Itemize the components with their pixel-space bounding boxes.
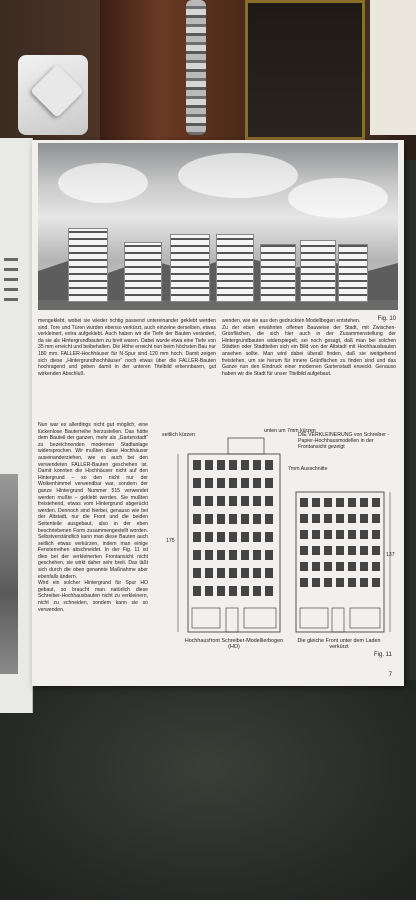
drawing-title: DIE VERKLEINERUNG von Schreiber - Papier-Hochhausmodellen in der Frontansicht gezeigt: [298, 432, 390, 450]
label-top-cut: unten um 7mm kürzen: [264, 428, 316, 434]
label-cutouts: 7mm Ausschnitte: [288, 466, 328, 472]
cloud: [288, 178, 388, 218]
figure-10-label: Fig. 10: [377, 316, 396, 322]
dark-panel: [245, 0, 365, 140]
paragraph: Zu der eben erwähnten offenen Bauweise der Stadt, mit Zwischen-Grünflächen, die sich hier auch in der Zusammenstellung der Hintergrundbauten widerspiegelt, sei noch gesagt, daß man bei solchen Städten oder Stadtteilen sich ein Bild von der Altstadt mit Hochhausbauten ansehen sollte. Man wird dabei überall finden, daß sie weitgehend freistehen, um sie herum für innere Grünflächen zu finden sind und das Ganze nun den Eindruck einer modernen Gartenstadt erweckt. Genauso haben wir die Stadt für unser Titelbild aufgebaut.: [222, 324, 396, 377]
caption-right: Die gleiche Front unter dem Laden verkürzt: [297, 638, 381, 651]
text-strip: [4, 268, 18, 271]
cloud: [178, 153, 298, 198]
building-model: [170, 234, 210, 302]
building-model: [300, 240, 336, 302]
building-model: [124, 242, 162, 302]
text-column-left-top: mengeklebt, wobei sie wieder richtig passend untereinander geklebt werden sind. Tore und Türen wurden ebenso verkürzt, auch einzelne derselben, etwas verkleinert, extra aufgeklebt. Auch haben wir die Tiefe der Bauten verändert, da sie als Hintergrundbauten zu breit waren. Dabei wurde etwa eine Tiefe von 35 mm erreicht und beibehalten. Die Höhe erreicht nun beim höchsten Bau nur 180 mm. FALLER-Hochhäuser für N-Spur sind 120 mm hoch. Damit zeigen sich diese „Hintergrundhochhäuser“ noch etwas über die FALLER-Bauten hochragend und geben damit in der unteren Titelbild erkennbaren, gut wirkenden Abschluß.: [38, 318, 216, 377]
white-sheet: [370, 0, 416, 135]
figure-10-photo: [38, 143, 398, 310]
dimension-right: 137: [386, 552, 395, 558]
paragraph: Wird ein solcher Hintergrund für Spur HO gebaut, so braucht man natürlich diese Schreiber-Hochhausbauten nicht zu verkleinern, nicht zu schneiden, sondern kann sie so verwenden.: [38, 580, 148, 613]
paragraph: Nun war es allerdings nicht gut möglich, eine lückenlose Bauterreihe herzustellen. Das hätte dem Bauteil der ganzen, mehr als „Gartenstadt“ zu bezeichnenden modernen Stadtanlage widersprochen. Wir mußten diese Hochhäuser auseinanderziehen, wie es auch bei den verwendeten FALLER-Bauten geschehen ist. Damit konnten die Hochhäuser nicht auf den Hintergrund – so den nicht nur der Wolkenhimmel verwendbar war, sondern der ganze Hintergrund Nummer 515 verwendet werden mußte – geklebt werden. Sie mußten freistehend, etwas vom Hintergrund abgerückt werden. Dennoch sind hierbei, genauso wie bei der Altstadt, nur die Front und die beiden Seitenteile ausgebaut, also in der eben beschriebenen Form zusammengestellt worden. Selbstverständlich kann man diese Bauten auch seitlich etwas verkürzen, indem man einige Fensterreihen abschneidet. In der Fig. 11 ist dies bei der verkleinerten Frontansicht nicht geschehen, sie wirkt daher sehr breit. Das läßt sich durch die oben genannte Maßnahme aber ebenfalls ändern.: [38, 422, 148, 580]
cloud: [58, 163, 148, 203]
building-model: [260, 244, 296, 302]
text-strip: [4, 288, 18, 291]
left-page-image: [0, 474, 18, 674]
label-side-cut: seitlich kürzen: [162, 432, 195, 438]
magazine-page: [32, 140, 404, 686]
caption-left: Hochhausfront Schreiber-Modellierbogen (HO): [184, 638, 284, 651]
page-number: 7: [388, 672, 392, 678]
text-strip: [4, 298, 18, 301]
building-model: [68, 228, 108, 302]
text-column-right: [222, 318, 396, 377]
building-model: [338, 244, 368, 302]
figure-11-drawing: [148, 426, 398, 676]
table-surface: [0, 680, 416, 900]
building-model: [216, 234, 254, 302]
wooden-cabinet: [100, 0, 250, 150]
metal-chain: [186, 0, 206, 135]
text-column-left-narrow: [38, 422, 148, 613]
text-strip: [4, 258, 18, 261]
figure-11-label: Fig. 11: [374, 652, 392, 658]
paragraph: wenden, wie sie aus den gedruckten Modellbogen entstehen.: [222, 318, 361, 324]
left-page-edge: [0, 138, 33, 713]
text-strip: [4, 278, 18, 281]
dimension-left: 175: [166, 538, 175, 544]
